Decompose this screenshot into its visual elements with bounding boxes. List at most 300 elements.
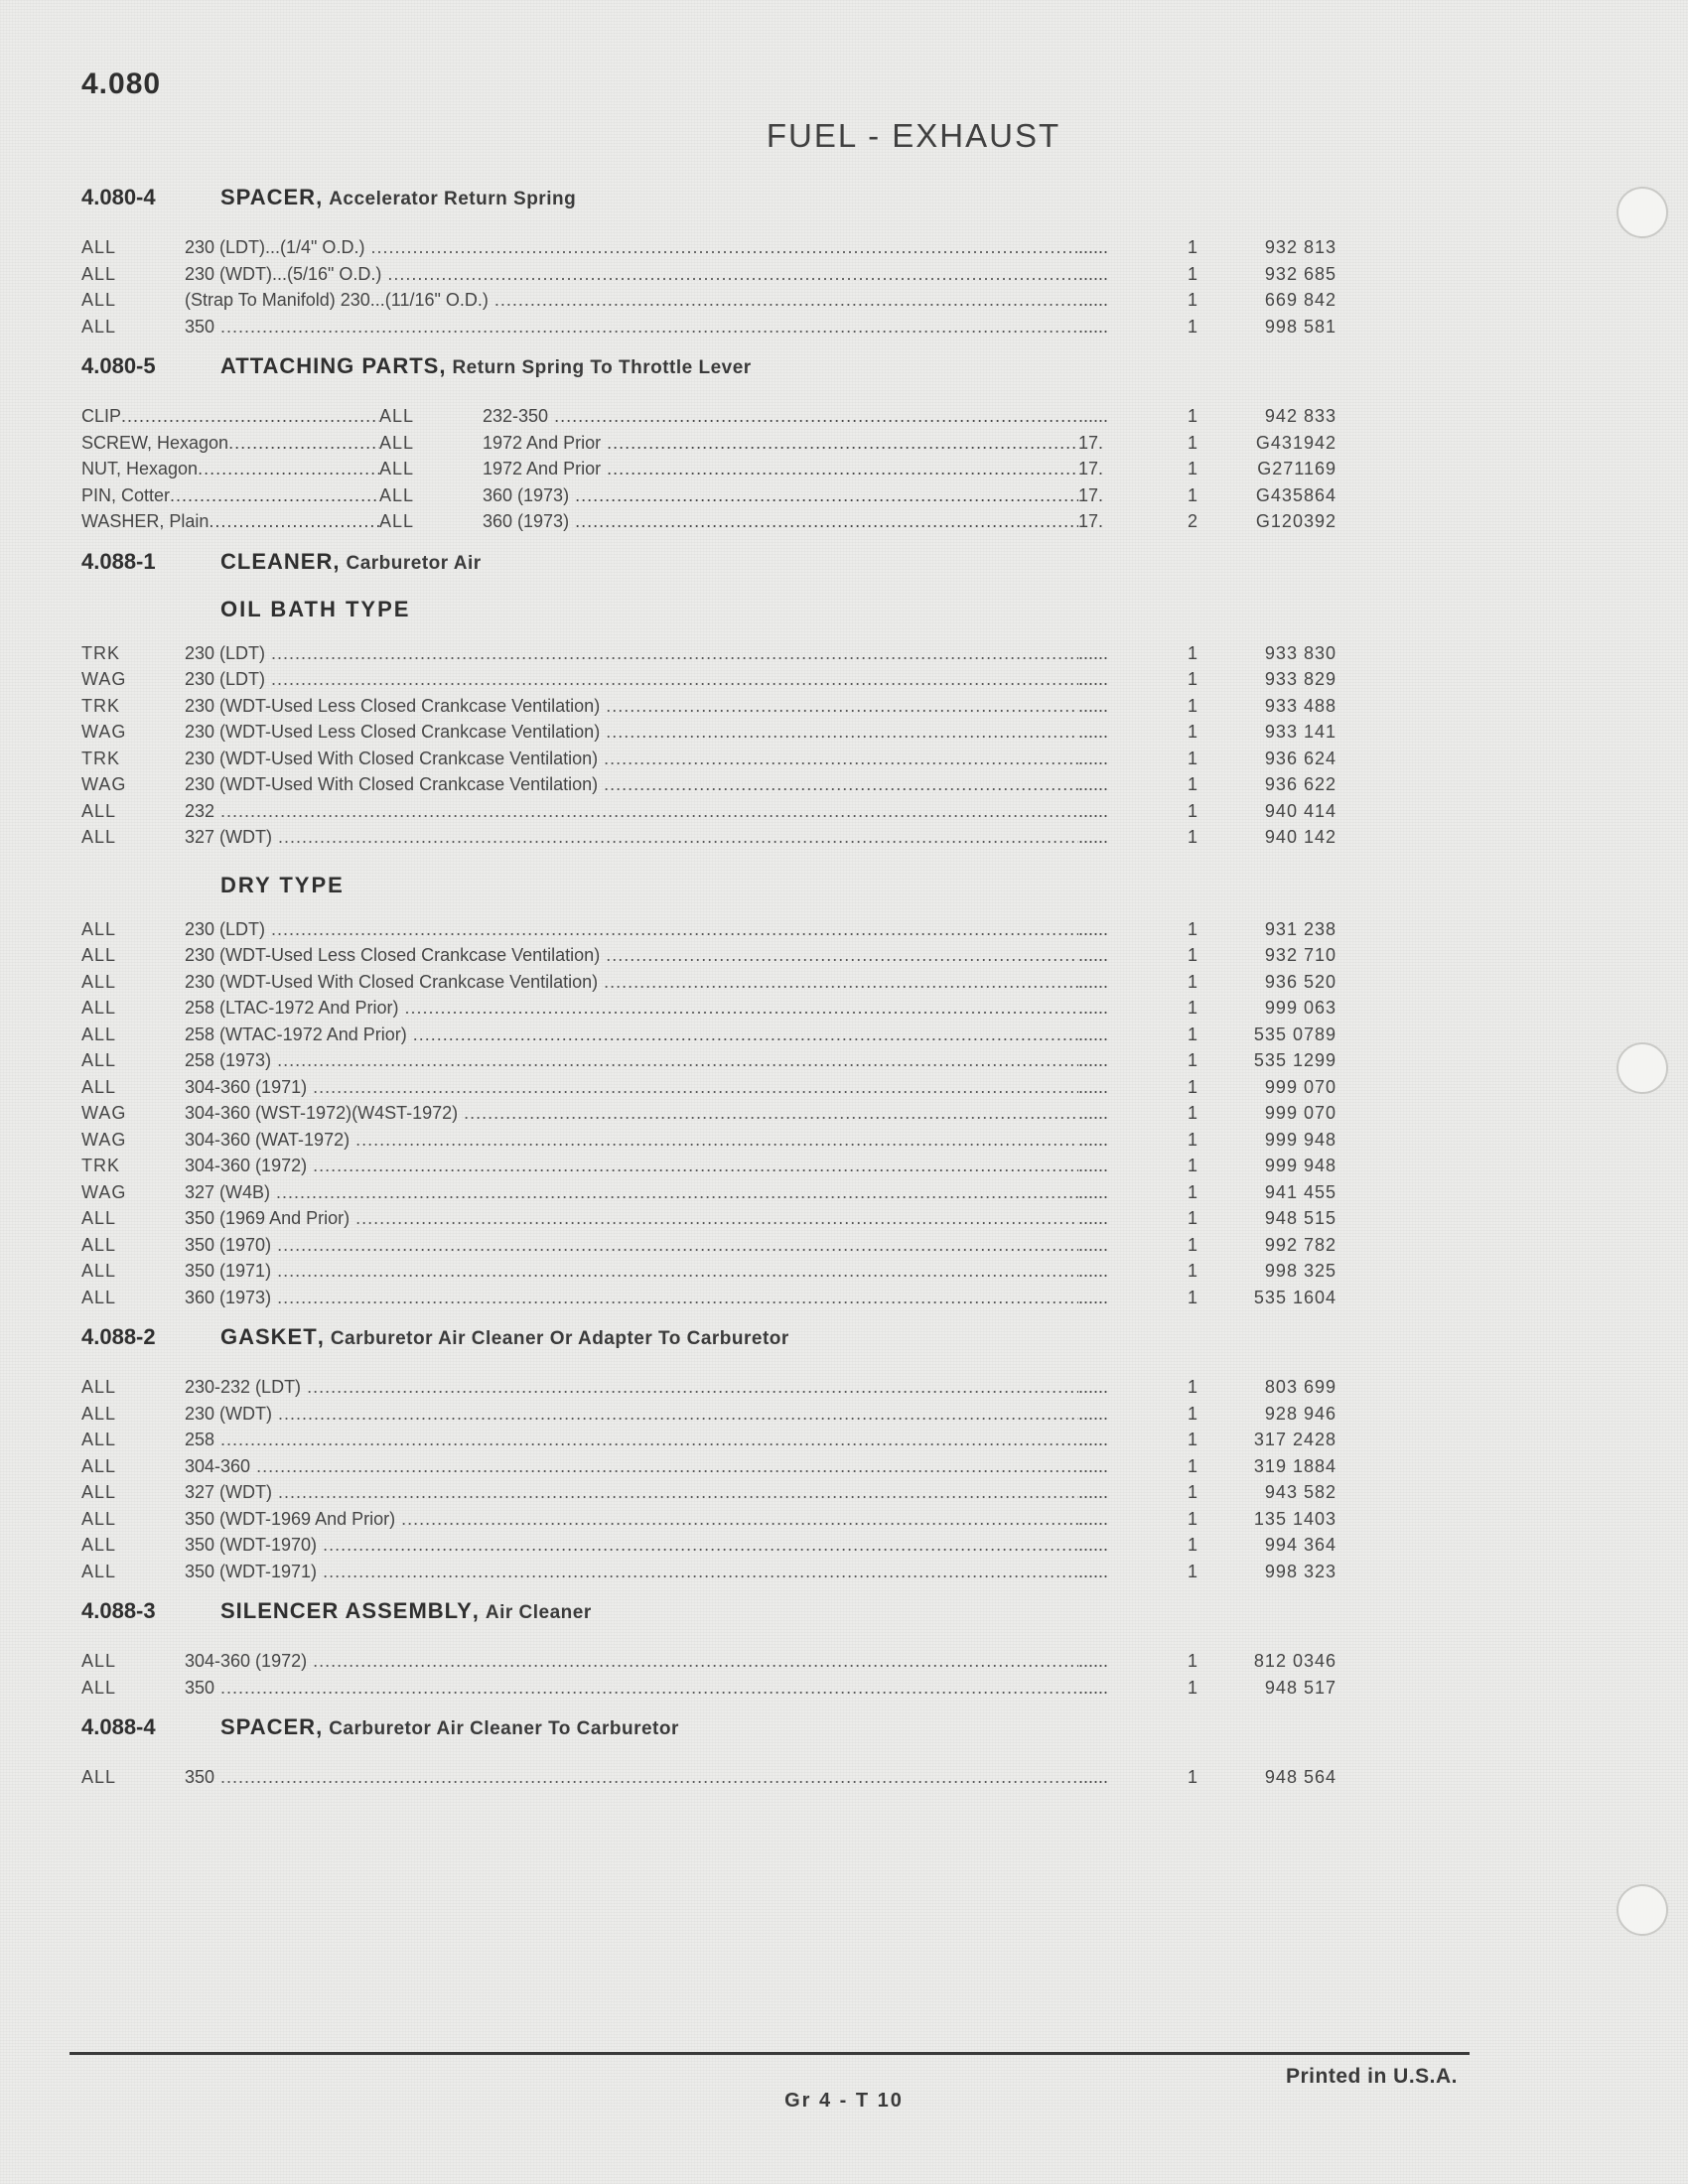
quantity: 1: [1187, 459, 1197, 478]
part-row: [81, 1648, 1402, 1675]
part-row: [81, 640, 1402, 667]
part-description: 360 (1973) .....: [185, 1285, 1078, 1311]
part-number: 998 323: [1264, 1561, 1336, 1581]
quantity: 1: [1187, 1129, 1197, 1150]
part-row: [81, 1047, 1402, 1074]
part-number: 999 070: [1264, 1076, 1336, 1097]
part-description: 304-360 (1971) .....: [185, 1074, 1078, 1101]
part-row: [81, 1074, 1402, 1101]
part-description: 230 (WDT)...(5/16" O.D.) .....: [185, 261, 1078, 288]
part-number: 999 070: [1264, 1103, 1336, 1123]
part-description: 304-360 (1972) .....: [185, 1648, 1078, 1675]
model-code: ALL: [81, 1677, 117, 1698]
part-row: [81, 508, 1402, 535]
parts-list: [81, 916, 1402, 1311]
model-code: ALL: [81, 945, 117, 965]
model-code: ALL: [81, 1651, 117, 1671]
part-description: 350 (1971) .....: [185, 1258, 1078, 1285]
part-description: 230 (WDT-Used With Closed Crankcase Ventilation) .....: [185, 969, 1078, 996]
model-code: ALL: [81, 1767, 117, 1787]
part-number: 932 685: [1264, 263, 1336, 284]
illustration-ref: ......: [1078, 800, 1109, 821]
parts-list: [81, 234, 1402, 340]
quantity: 1: [1187, 263, 1197, 284]
illustration-ref: ......: [1078, 1677, 1109, 1698]
quantity: 1: [1187, 1261, 1197, 1281]
part-number: 319 1884: [1253, 1455, 1336, 1476]
illustration-ref: ......: [1078, 1156, 1109, 1175]
illustration-ref: ......: [1078, 669, 1109, 689]
part-number: 940 142: [1264, 827, 1336, 847]
section-number: 4.088-1: [81, 548, 156, 574]
footer-rule: [70, 2052, 1470, 2055]
illustration-ref: ......: [1078, 1767, 1109, 1787]
illustration-ref: 17.: [1078, 459, 1104, 478]
part-description: 304-360 (WAT-1972) .....: [185, 1127, 1078, 1154]
model-code: ALL: [81, 1208, 117, 1228]
illustration-ref: ......: [1078, 1261, 1109, 1281]
part-row: [81, 1153, 1402, 1179]
part-number: 994 364: [1264, 1535, 1336, 1555]
part-description: 327 (WDT) .....: [185, 1479, 1078, 1506]
model-code: ALL: [81, 1535, 117, 1555]
illustration-ref: ......: [1078, 827, 1109, 847]
part-number: 931 238: [1264, 918, 1336, 939]
section-name: GASKET: [220, 1324, 318, 1349]
quantity: 1: [1187, 774, 1197, 794]
part-row: [81, 1479, 1402, 1506]
part-description: 360 (1973) .....: [483, 482, 1078, 509]
model-code: ALL: [379, 511, 415, 531]
part-number: 932 813: [1264, 237, 1336, 257]
parts-catalog: [81, 179, 1402, 1805]
quantity: 1: [1187, 971, 1197, 992]
illustration-ref: ......: [1078, 998, 1109, 1018]
illustration-ref: ......: [1078, 1050, 1109, 1070]
model-code: ALL: [81, 1508, 117, 1529]
section-description: Carburetor Air Cleaner To Carburetor: [329, 1718, 679, 1739]
part-description: 327 (W4B) .....: [185, 1179, 1078, 1206]
part-name: PIN, Cotter .....: [81, 482, 379, 509]
part-description: 350 .....: [185, 314, 1078, 341]
illustration-ref: ......: [1078, 1508, 1109, 1529]
part-number: 940 414: [1264, 800, 1336, 821]
illustration-ref: ......: [1078, 316, 1109, 337]
model-code: ALL: [379, 406, 415, 426]
part-number: 928 946: [1264, 1403, 1336, 1424]
model-code: ALL: [81, 971, 117, 992]
part-description: 230 (WDT-Used Less Closed Crankcase Ventilation) .....: [185, 942, 1078, 969]
part-number: 932 710: [1264, 945, 1336, 965]
part-row: [81, 1285, 1402, 1311]
part-row: [81, 1232, 1402, 1259]
quantity: 1: [1187, 1430, 1197, 1449]
part-number: 135 1403: [1253, 1508, 1336, 1529]
quantity: 1: [1187, 827, 1197, 847]
part-row: [81, 403, 1402, 430]
section-description: Air Cleaner: [485, 1602, 592, 1623]
quantity: 1: [1187, 1651, 1197, 1671]
model-code: ALL: [81, 1050, 117, 1070]
part-description: 230 (WDT-Used With Closed Crankcase Ventilation) .....: [185, 771, 1078, 798]
section-header: 4.088-4 SPACER , Carburetor Air Cleaner To Carburetor: [81, 1714, 679, 1739]
illustration-ref: ......: [1078, 642, 1109, 663]
model-code: ALL: [81, 1024, 117, 1044]
part-number: 942 833: [1264, 406, 1336, 426]
part-number: 948 515: [1264, 1208, 1336, 1228]
quantity: 1: [1187, 1767, 1197, 1787]
part-description: 232-350 .....: [483, 403, 1078, 430]
quantity: 1: [1187, 1455, 1197, 1476]
section-number: 4.088-4: [81, 1714, 156, 1739]
quantity: 1: [1187, 945, 1197, 965]
quantity: 1: [1187, 998, 1197, 1018]
part-row: [81, 969, 1402, 996]
part-number: 933 488: [1264, 695, 1336, 716]
section-name: SPACER: [220, 1714, 317, 1739]
illustration-ref: ......: [1078, 945, 1109, 965]
section-number: 4.088-2: [81, 1324, 156, 1349]
model-code: WAG: [81, 774, 127, 794]
model-code: ALL: [81, 827, 117, 847]
part-number: 933 141: [1264, 722, 1336, 742]
part-number: 948 517: [1264, 1677, 1336, 1698]
part-row: [81, 666, 1402, 693]
part-description: 230 (WDT-Used Less Closed Crankcase Ventilation) .....: [185, 693, 1078, 720]
printed-note: Printed in U.S.A.: [1286, 2065, 1459, 2088]
binder-hole: [1617, 1884, 1668, 1936]
part-number: 941 455: [1264, 1181, 1336, 1202]
part-row: [81, 1205, 1402, 1232]
part-number: 936 622: [1264, 774, 1336, 794]
illustration-ref: ......: [1078, 695, 1109, 716]
illustration-ref: ......: [1078, 1208, 1109, 1228]
parts-list: [81, 403, 1402, 535]
illustration-ref: ......: [1078, 263, 1109, 284]
model-code: ALL: [81, 1403, 117, 1424]
quantity: 1: [1187, 1234, 1197, 1255]
part-row: [81, 798, 1402, 825]
part-row: [81, 482, 1402, 509]
part-number: 812 0346: [1253, 1651, 1336, 1671]
part-description: 327 (WDT) .....: [185, 824, 1078, 851]
illustration-ref: ......: [1078, 748, 1109, 768]
part-description: 304-360 (1972) .....: [185, 1153, 1078, 1179]
section-number: 4.080-5: [81, 353, 156, 378]
part-description: 230 (LDT)...(1/4" O.D.) .....: [185, 234, 1078, 261]
quantity: 1: [1187, 748, 1197, 768]
part-number: 998 581: [1264, 316, 1336, 337]
illustration-ref: ......: [1078, 237, 1109, 257]
quantity: 1: [1187, 432, 1197, 453]
parts-list: [81, 1764, 1402, 1791]
part-description: 350 (WDT-1969 And Prior) .....: [185, 1506, 1078, 1533]
part-row: [81, 1179, 1402, 1206]
part-description: 350 (WDT-1971) .....: [185, 1559, 1078, 1585]
part-row: [81, 995, 1402, 1022]
parts-list: [81, 1648, 1402, 1701]
part-row: [81, 314, 1402, 341]
model-code: ALL: [81, 1430, 117, 1449]
quantity: 1: [1187, 1403, 1197, 1424]
part-description: 258 (LTAC-1972 And Prior) .....: [185, 995, 1078, 1022]
part-number: G120392: [1255, 511, 1336, 531]
part-number: 936 520: [1264, 971, 1336, 992]
part-number: 535 1299: [1253, 1050, 1336, 1070]
model-code: ALL: [81, 918, 117, 939]
illustration-ref: ......: [1078, 1076, 1109, 1097]
quantity: 1: [1187, 1181, 1197, 1202]
model-code: TRK: [81, 1156, 120, 1175]
model-code: WAG: [81, 1103, 127, 1123]
part-description: 230 (WDT-Used With Closed Crankcase Ventilation) .....: [185, 746, 1078, 772]
part-number: 999 948: [1264, 1129, 1336, 1150]
part-number: 317 2428: [1253, 1430, 1336, 1449]
part-row: [81, 1374, 1402, 1401]
illustration-ref: ......: [1078, 1455, 1109, 1476]
quantity: 1: [1187, 237, 1197, 257]
part-name: WASHER, Plain .....: [81, 508, 379, 535]
illustration-ref: ......: [1078, 918, 1109, 939]
quantity: 1: [1187, 669, 1197, 689]
part-description: 258 .....: [185, 1427, 1078, 1453]
part-row: [81, 1258, 1402, 1285]
part-description: 350 (1970) .....: [185, 1232, 1078, 1259]
section-description: Carburetor Air Cleaner Or Adapter To Carburetor: [330, 1328, 789, 1349]
illustration-ref: ......: [1078, 1482, 1109, 1502]
quantity: 1: [1187, 1208, 1197, 1228]
illustration-ref: ......: [1078, 406, 1109, 426]
illustration-ref: 17.: [1078, 511, 1104, 531]
quantity: 1: [1187, 1287, 1197, 1307]
part-row: [81, 1127, 1402, 1154]
model-code: ALL: [81, 1482, 117, 1502]
quantity: 1: [1187, 1024, 1197, 1044]
section-header: 4.088-1 CLEANER , Carburetor Air: [81, 548, 482, 574]
section-header: 4.088-2 GASKET , Carburetor Air Cleaner Or Adapter To Carburetor: [81, 1324, 789, 1349]
illustration-ref: ......: [1078, 1103, 1109, 1123]
model-code: WAG: [81, 669, 127, 689]
model-code: WAG: [81, 722, 127, 742]
model-code: ALL: [379, 484, 415, 505]
quantity: 1: [1187, 1377, 1197, 1397]
model-code: ALL: [81, 1377, 117, 1397]
part-number: 936 624: [1264, 748, 1336, 768]
section-number: 4.088-3: [81, 1598, 156, 1623]
illustration-ref: ......: [1078, 290, 1109, 310]
part-row: [81, 1022, 1402, 1048]
part-description: 258 (1973) .....: [185, 1047, 1078, 1074]
model-code: ALL: [81, 316, 117, 337]
quantity: 1: [1187, 722, 1197, 742]
model-code: ALL: [81, 237, 117, 257]
quantity: 1: [1187, 316, 1197, 337]
part-description: 230 (LDT) .....: [185, 916, 1078, 943]
section-description: Return Spring To Throttle Lever: [452, 357, 752, 378]
model-code: ALL: [81, 1561, 117, 1581]
model-code: ALL: [81, 1287, 117, 1307]
part-row: [81, 916, 1402, 943]
part-description: 304-360 (WST-1972)(W4ST-1972) .....: [185, 1100, 1078, 1127]
quantity: 1: [1187, 1535, 1197, 1555]
illustration-ref: ......: [1078, 1024, 1109, 1044]
parts-list: [81, 1374, 1402, 1584]
quantity: 1: [1187, 1076, 1197, 1097]
model-code: TRK: [81, 642, 120, 663]
model-code: ALL: [379, 432, 415, 453]
illustration-ref: ......: [1078, 722, 1109, 742]
model-code: ALL: [81, 1261, 117, 1281]
section-header: 4.080-5 ATTACHING PARTS , Return Spring To Throttle Lever: [81, 353, 752, 378]
section-name: SPACER: [220, 185, 317, 209]
part-number: 933 830: [1264, 642, 1336, 663]
section-number: 4.080-4: [81, 185, 156, 209]
quantity: 1: [1187, 1561, 1197, 1581]
part-row: [81, 942, 1402, 969]
illustration-ref: ......: [1078, 1377, 1109, 1397]
part-description: 350 .....: [185, 1764, 1078, 1791]
part-number: G431942: [1255, 432, 1336, 453]
part-description: 304-360 .....: [185, 1453, 1078, 1480]
part-row: [81, 1100, 1402, 1127]
quantity: 1: [1187, 642, 1197, 663]
quantity: 2: [1187, 511, 1197, 531]
part-description: 230-232 (LDT) .....: [185, 1374, 1078, 1401]
part-row: [81, 1559, 1402, 1585]
model-code: ALL: [81, 1234, 117, 1255]
part-description: 230 (LDT) .....: [185, 666, 1078, 693]
part-number: 669 842: [1264, 290, 1336, 310]
page-reference: Gr 4 - T 10: [784, 2090, 904, 2112]
quantity: 1: [1187, 800, 1197, 821]
illustration-ref: ......: [1078, 1535, 1109, 1555]
quantity: 1: [1187, 1103, 1197, 1123]
part-description: 350 (1969 And Prior) .....: [185, 1205, 1078, 1232]
model-code: ALL: [379, 459, 415, 478]
part-description: (Strap To Manifold) 230...(11/16" O.D.) .....: [185, 287, 1078, 314]
part-row: [81, 1401, 1402, 1428]
part-row: [81, 1453, 1402, 1480]
part-number: 999 063: [1264, 998, 1336, 1018]
quantity: 1: [1187, 918, 1197, 939]
model-code: ALL: [81, 1455, 117, 1476]
part-number: 999 948: [1264, 1156, 1336, 1175]
quantity: 1: [1187, 1508, 1197, 1529]
part-number: 535 0789: [1253, 1024, 1336, 1044]
part-row: [81, 1506, 1402, 1533]
binder-hole: [1617, 1042, 1668, 1094]
section-name: CLEANER: [220, 548, 334, 574]
binder-hole: [1617, 187, 1668, 238]
part-description: 1972 And Prior .....: [483, 430, 1078, 457]
illustration-ref: ......: [1078, 1234, 1109, 1255]
section-name: ATTACHING PARTS: [220, 353, 440, 378]
part-row: [81, 824, 1402, 851]
illustration-ref: ......: [1078, 1287, 1109, 1307]
illustration-ref: ......: [1078, 1403, 1109, 1424]
model-code: ALL: [81, 263, 117, 284]
part-description: 360 (1973) .....: [483, 508, 1078, 535]
model-code: WAG: [81, 1129, 127, 1150]
illustration-ref: 17.: [1078, 484, 1104, 505]
part-row: [81, 287, 1402, 314]
model-code: ALL: [81, 800, 117, 821]
quantity: 1: [1187, 484, 1197, 505]
illustration-ref: ......: [1078, 1651, 1109, 1671]
quantity: 1: [1187, 1156, 1197, 1175]
part-number: 998 325: [1264, 1261, 1336, 1281]
illustration-ref: ......: [1078, 1181, 1109, 1202]
page-title: FUEL - EXHAUST: [766, 117, 1061, 154]
quantity: 1: [1187, 1677, 1197, 1698]
part-row: [81, 771, 1402, 798]
part-row: [81, 1675, 1402, 1702]
part-number: 992 782: [1264, 1234, 1336, 1255]
model-code: TRK: [81, 695, 120, 716]
part-row: [81, 1532, 1402, 1559]
part-row: [81, 430, 1402, 457]
model-code: ALL: [81, 1076, 117, 1097]
part-description: 230 (WDT) .....: [185, 1401, 1078, 1428]
part-description: 230 (WDT-Used Less Closed Crankcase Ventilation) .....: [185, 719, 1078, 746]
part-number: G271169: [1257, 459, 1336, 478]
model-code: ALL: [81, 290, 117, 310]
illustration-ref: ......: [1078, 1129, 1109, 1150]
illustration-ref: ......: [1078, 1430, 1109, 1449]
model-code: WAG: [81, 1181, 127, 1202]
part-name: NUT, Hexagon .....: [81, 456, 379, 482]
part-row: [81, 1764, 1402, 1791]
part-number: 933 829: [1264, 669, 1336, 689]
section-description: Accelerator Return Spring: [329, 189, 577, 209]
quantity: 1: [1187, 1050, 1197, 1070]
part-description: 1972 And Prior .....: [483, 456, 1078, 482]
part-number: 535 1604: [1253, 1287, 1336, 1307]
part-name: CLIP .....: [81, 403, 379, 430]
part-description: 232 .....: [185, 798, 1078, 825]
section-header: 4.080-4 SPACER , Accelerator Return Spring: [81, 185, 577, 209]
part-row: [81, 234, 1402, 261]
illustration-ref: ......: [1078, 774, 1109, 794]
part-number: 803 699: [1264, 1377, 1336, 1397]
subsection-header: OIL BATH TYPE: [220, 596, 411, 621]
part-number: 943 582: [1264, 1482, 1336, 1502]
subsection-header: DRY TYPE: [220, 872, 345, 897]
quantity: 1: [1187, 290, 1197, 310]
model-code: ALL: [81, 998, 117, 1018]
quantity: 1: [1187, 1482, 1197, 1502]
part-name: SCREW, Hexagon .....: [81, 430, 379, 457]
parts-list: [81, 640, 1402, 851]
part-description: 230 (LDT) .....: [185, 640, 1078, 667]
part-number: G435864: [1255, 484, 1336, 505]
part-row: [81, 261, 1402, 288]
illustration-ref: ......: [1078, 971, 1109, 992]
quantity: 1: [1187, 406, 1197, 426]
page-number: 4.080: [81, 68, 162, 100]
section-name: SILENCER ASSEMBLY: [220, 1598, 473, 1623]
illustration-ref: 17.: [1078, 432, 1104, 453]
part-description: 350 .....: [185, 1675, 1078, 1702]
part-row: [81, 746, 1402, 772]
part-description: 258 (WTAC-1972 And Prior) .....: [185, 1022, 1078, 1048]
part-number: 948 564: [1264, 1767, 1336, 1787]
model-code: TRK: [81, 748, 120, 768]
quantity: 1: [1187, 695, 1197, 716]
section-header: 4.088-3 SILENCER ASSEMBLY , Air Cleaner: [81, 1598, 592, 1623]
part-description: 350 (WDT-1970) .....: [185, 1532, 1078, 1559]
part-row: [81, 719, 1402, 746]
